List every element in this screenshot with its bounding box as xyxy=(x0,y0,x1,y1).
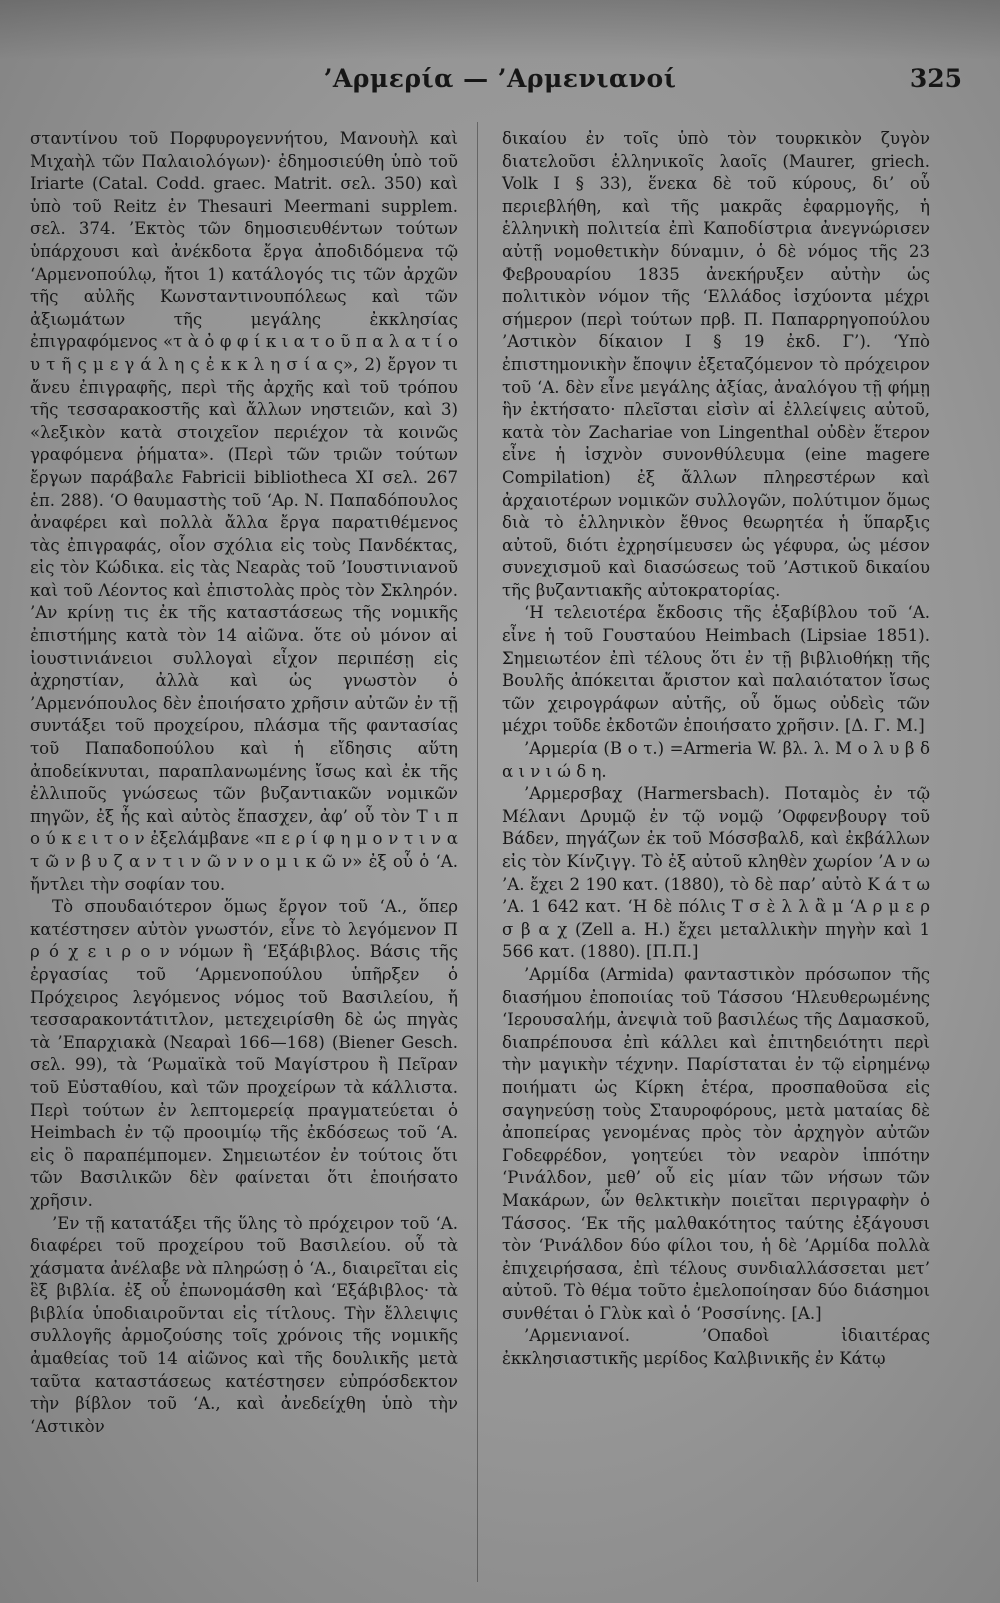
paragraph: ‘Η τελειοτέρα ἔκδοσις τῆς ἑξαβίβλου τοῦ ‘Α. εἶνε ἡ τοῦ Γουσταύου Heimbach (Lipsiae 1851). Σημειωτέον ἐπὶ τέλους ὅτι ἐν τῇ βιβλιοθήκῃ τῆς Βουλῆς ἀπόκειται ἄριστον καὶ παλαιότατον ἴσως τῶν χειρογράφων αὐτῆς, οὗ ὅμως οὐδεὶς τῶν μέχρι τοῦδε ἐκδοτῶν ἐποιήσατο χρῆσιν. [Δ. Γ. Μ.] xyxy=(502,603,930,736)
paragraph: σταντίνου τοῦ Πορφυρογεννήτου, Μανουὴλ καὶ Μιχαὴλ τῶν Παλαιολόγων)· ἐδημοσιεύθη ὑπὸ τοῦ Iriarte (Catal. Codd. graec. Matrit. σελ. 350) καὶ ὑπὸ τοῦ Reitz ἐν Thesauri Meermani supplem. σελ. 374. ’Εκτὸς τῶν δημοσιευθέντων τούτων ὑπάρχουσι καὶ ἀνέκδοτα ἔργα ἀποδιδόμενα τῷ ‘Αρμενοπούλῳ, ἤτοι 1) κατάλογός τις τῶν ἀρχῶν τῆς αὐλῆς Κωνσταντινουπόλεως καὶ τῶν ἀξιωμάτων τῆς μεγάλης ἐκκλησίας ἐπιγραφόμενος «τ ὰ ὀ φ φ ί κ ι α τ ο ῦ π α λ α τ ί ο υ τ ῆ ς μ ε γ ά λ η ς ἐ κ κ λ η σ ί α ς», 2) ἔργον τι ἄνευ ἐπιγραφῆς, περὶ τῆς ἀρχῆς καὶ τοῦ τρόπου τῆς τεσσαρακοστῆς καὶ ἄλλων νηστειῶν, καὶ 3) «λεξικὸν κατὰ στοιχεῖον περιέχον τὰ κοινῶς γραφόμενα ῥήματα». (Περὶ τῶν τριῶν τούτων ἔργων παράβαλε Fabricii bibliotheca XI σελ. 267 ἑπ. 288). ‘Ο θαυμαστὴς τοῦ ‘Αρ. Ν. Παπαδόπουλος ἀναφέρει καὶ πολλὰ ἄλλα ἔργα παρατιθέμενος τὰς ἐπιγραφάς, οἷον σχόλια εἰς τοὺς Πανδέκτας, εἰς τὸν Κώδικα. εἰς τὰς Νεαρὰς τοῦ ’Ιουστινιανοῦ καὶ τοῦ Λέοντος καὶ ἐπιστολὰς πρὸς τὸν Σκληρόν. ’Αν κρίνῃ τις ἐκ τῆς καταστάσεως τῆς νομικῆς ἐπιστήμης κατὰ τὸν 14 αἰῶνα. ὅτε οὐ μόνον αἱ ἰουστινιάνειοι συλλογαὶ εἶχον περιπέσῃ εἰς ἀχρηστίαν, ἀλλὰ καὶ ὡς γνωστὸν ὁ ’Αρμενόπουλος δὲν ἐποιήσατο χρῆσιν αὐτῶν ἐν τῇ συντάξει τοῦ προχείρου, πλάσμα τῆς φαντασίας τοῦ Παπαδοπούλου καὶ ἡ εἴδησις αὕτη ἀποδείκνυται, παραπλανωμένης ἴσως καὶ ἐκ τῆς ἐλλιποῦς γνώσεως τῶν βυζαντιακῶν νομικῶν πηγῶν, ἐξ ἧς καὶ αὐτὸς ἔπασχεν, ἀφ’ οὗ τὸν Τ ι π ο ύ κ ε ι τ ο ν ἐξελάμβανε «π ε ρ ί φ η μ ο ν τ ι ν α τ ῶ ν β υ ζ α ν τ ι ν ῶ ν ν ο μ ι κ ῶ ν» ἐξ οὗ ὁ ‘Α. ἤντλει τὴν σοφίαν του. xyxy=(30,129,458,894)
paragraph: Τὸ σπουδαιότερον ὅμως ἔργον τοῦ ‘Α., ὅπερ κατέστησεν αὐτὸν γνωστόν, εἶνε τὸ λεγόμενον Π ρ ό χ ε ι ρ ο ν νόμων ἢ ‘Εξάβιβλος. Βάσις τῆς ἐργασίας τοῦ ‘Αρμενοπούλου ὑπῆρξεν ὁ Πρόχειρος λεγόμενος νόμος τοῦ Βασιλείου, ἤ τεσσαρακοντάτιτλον, μετεχειρίσθη δὲ ὡς πηγὰς τὰ ’Επαρχιακὰ (Νεαραὶ 166—168) (Biener Gesch. σελ. 99), τὰ ‘Ρωμαϊκὰ τοῦ Μαγίστρου ἢ Πεῖραν τοῦ Εὐσταθίου, καὶ τῶν προχείρων τὰ κάλλιστα. Περὶ τούτων ἐν λεπτομερείᾳ πραγματεύεται ὁ Heimbach ἐν τῷ προοιμίῳ τῆς ἐκδόσεως τοῦ ‘Α. εἰς ὃ παραπέμπομεν. Σημειωτέον ἐν τούτοις ὅτι τῶν Βασιλικῶν δὲν φαίνεται ὅτι ἐποιήσατο χρῆσιν. xyxy=(30,897,458,1210)
entry-armida: ’Αρμίδα (Armida) φανταστικὸν πρόσωπον τῆς διασήμου ἐποποιίας τοῦ Τάσσου ‘Ηλευθερωμένης ‘Ιερουσαλήμ, ἀνεψιὰ τοῦ βασιλέως τῆς Δαμασκοῦ, διαπρέπουσα ἐπὶ κάλλει καὶ ἐπιτηδειότητι περὶ τὴν μαγικὴν τέχνην. Παρίσταται ἐν τῷ εἰρημένῳ ποιήματι ὡς Κίρκη ἑτέρα, προσπαθοῦσα εἰς σαγηνεύσῃ τοὺς Σταυροφόρους, μετὰ ματαίας δὲ ἀποπείρας γενομένας πρὸς τὸν ἀρχηγὸν αὐτῶν Γοδεφρέδον, γοητεύει τὸν νεαρὸν ἱππότην ‘Ρινάλδον, μεθ’ οὗ εἰς μίαν τῶν νήσων τῶν Μακάρων, ὧν θελκτικὴν ποιεῖται περιγραφὴν ὁ Τάσσος. ‘Εκ τῆς μαλθακότητος ταύτης ἐξάγουσι τὸν ‘Ρινάλδον δύο φίλοι του, ἡ δὲ ’Αρμίδα πολλὰ ἐπιχειρήσασα, ἐπὶ τέλους συνδιαλλάσσεται μετ’ αὐτοῦ. Τὸ θέμα τοῦτο ἐμελοποίησαν δύο διάσημοι συνθέται ὁ Γλὺκ καὶ ὁ ‘Ροσσίνης. [Α.] xyxy=(502,964,930,1323)
page-number: 325 xyxy=(909,64,962,93)
left-column xyxy=(30,128,458,1438)
entry-armeria: ’Αρμερία (Β ο τ.) =Armeria W. βλ. λ. Μ ο λ υ β δ α ι ν ι ώ δ η. xyxy=(502,739,930,781)
paragraph: δικαίου ἐν τοῖς ὑπὸ τὸν τουρκικὸν ζυγὸν διατελοῦσι ἑλληνικοῖς λαοῖς (Maurer, griech. Volk I § 33), ἕνεκα δὲ τοῦ κύρους, δι’ οὗ περιεβλήθη, καὶ τῆς μακρᾶς ἐφαρμογῆς, ἡ ἑλληνικὴ πολιτεία ἐπὶ Καποδίστρια ἀνεγνώρισεν αὐτῇ νομοθετικὴν δύναμιν, ὁ δὲ νόμος τῆς 23 Φεβρουαρίου 1835 ἀνεκήρυξεν αὐτὴν ὡς πολιτικὸν νόμον τῆς ‘Ελλάδος ἰσχύοντα μέχρι σήμερον (περὶ τούτων πρβ. Π. Παπαρρηγοπούλου ’Αστικὸν δίκαιον I § 19 ἐκδ. Γ’). ‘Υπὸ ἐπιστημονικὴν ἔποψιν ἐξεταζόμενον τὸ πρόχειρον τοῦ ‘Α. δὲν εἶνε μεγάλης ἀξίας, ἀναλόγου τῇ φήμῃ ἣν ἐκτήσατο· πλεῖσται εἰσὶν αἱ ἐλλείψεις αὐτοῦ, κατὰ τὸν Zachariae von Lingenthal οὐδὲν ἕτερον εἶνε ἡ ἰσχνὸν συνονθύλευμα (eine magere Compilation) ἐξ ἄλλων πληρεστέρων καὶ ἀρχαιοτέρων νομικῶν συλλογῶν, πολύτιμον ὅμως διὰ τὸ ἑλληνικὸν ἔθνος θεωρητέα ἡ ὕπαρξις αὐτοῦ, διότι ἐχρησίμευσεν ὡς γέφυρα, ὡς μέσον συνεχισμοῦ καὶ διασώσεως τοῦ ’Αστικοῦ δικαίου τῆς βυζαντιακῆς αὐτοκρατορίας. xyxy=(502,129,930,600)
entry-armenianoi: ’Αρμενιανοί. ’Οπαδοὶ ἰδιαιτέρας ἐκκλησιαστικῆς μερίδος Καλβινικῆς ἐν Κάτῳ xyxy=(502,1326,930,1369)
running-title: ’Αρμερία — ’Αρμενιανοί xyxy=(323,64,677,93)
entry-armersbach: ’Αρμερσβαχ (Harmersbach). Ποταμὸς ἐν τῷ Μέλανι Δρυμῷ ἐν τῷ νομῷ ’Οφφενβουργ τοῦ Βάδεν, πηγάζων ἐκ τοῦ Μόσσβαλδ, καὶ ἐκβάλλων εἰς τὸν Κίνζιγγ. Τὸ ἐξ αὐτοῦ κληθὲν χωρίον ’Α ν ω ’Α. ἔχει 2 190 κατ. (1880), τὸ δὲ παρ’ αὐτὸ Κ ά τ ω ’Α. 1 642 κατ. ‘Η δὲ πόλις Τ σ ὲ λ λ ἂ μ ‘Α ρ μ ε ρ σ β α χ (Zell a. H.) ἔχει μεταλλικὴν πηγὴν καὶ 1 566 κατ. (1880). [Π.Π.] xyxy=(502,784,930,962)
right-column xyxy=(502,128,930,1371)
paragraph: ’Εν τῇ κατατάξει τῆς ὕλης τὸ πρόχειρον τοῦ ‘Α. διαφέρει τοῦ προχείρου τοῦ Βασιλείου. οὗ τὰ χάσματα ἀνέλαβε νὰ πληρώσῃ ὁ ‘Α., διαιρεῖται εἰς ἓξ βιβλία. ἐξ οὗ ἐπωνομάσθη καὶ ‘Εξάβιβλος· τὰ βιβλία ὑποδιαιροῦνται εἰς τίτλους. Τὴν ἔλλειψις συλλογῆς ἀρμοζούσης τοῖς χρόνοις τῆς νομικῆς ἀμαθείας τοῦ 14 αἰῶνος καὶ τῆς δουλικῆς μετὰ ταῦτα καταστάσεως κατέστησεν εὐπρόσδεκτον τὴν βίβλον τοῦ ‘Α., καὶ ἀνεδείχθη ὑπὸ τὴν ‘Αστικὸν xyxy=(30,1213,458,1436)
page-header xyxy=(30,64,970,104)
column-divider xyxy=(477,122,478,1582)
